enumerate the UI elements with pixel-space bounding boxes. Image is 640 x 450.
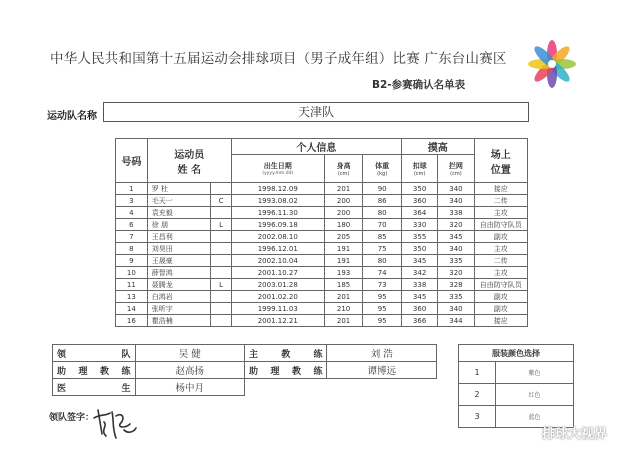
player-position: 接应 [474, 315, 527, 327]
player-name: 薛智鸿 [147, 267, 211, 279]
player-spike: 360 [401, 195, 437, 207]
player-role-mark: L [211, 279, 231, 291]
player-birth-date: 1999.11.03 [231, 303, 324, 315]
header-position-line1: 场上 [490, 149, 511, 161]
player-height: 180 [324, 219, 363, 231]
player-weight: 95 [363, 291, 402, 303]
player-birth-date: 2002.08.10 [231, 231, 324, 243]
player-spike: 360 [401, 303, 437, 315]
header-block-label: 拦网 [448, 161, 463, 170]
staff-table [52, 344, 437, 396]
header-birth [231, 155, 324, 183]
table-row [116, 279, 528, 291]
table-row [116, 255, 528, 267]
player-block: 328 [438, 279, 474, 291]
player-weight: 90 [363, 183, 402, 195]
player-spike: 342 [401, 267, 437, 279]
player-name: 白鸿岩 [147, 291, 211, 303]
player-birth-date: 2001.12.21 [231, 315, 324, 327]
player-name: 王昌利 [147, 231, 211, 243]
player-number: 9 [116, 255, 148, 267]
player-position: 接应 [474, 183, 527, 195]
player-spike: 345 [401, 255, 437, 267]
header-athlete [147, 139, 231, 183]
player-spike: 350 [401, 183, 437, 195]
player-name: 刘昊田 [147, 243, 211, 255]
assistant-coach-label: 助 理 教 练 [53, 362, 136, 379]
player-height: 193 [324, 267, 363, 279]
games-logo-icon [520, 38, 584, 104]
player-block: 338 [438, 207, 474, 219]
head-coach-label: 主 教 练 [244, 345, 327, 362]
player-height: 201 [324, 183, 363, 195]
player-height: 201 [324, 315, 363, 327]
header-spike-label: 扣球 [412, 161, 427, 170]
player-spike: 364 [401, 207, 437, 219]
player-role-mark [211, 231, 231, 243]
table-row [116, 195, 528, 207]
player-weight: 95 [363, 315, 402, 327]
player-spike: 350 [401, 243, 437, 255]
leader-label: 领 队 [53, 345, 136, 362]
header-weight-unit: (kg) [377, 170, 388, 177]
table-row [116, 303, 528, 315]
table-row [116, 267, 528, 279]
color-option-number: 2 [459, 384, 496, 406]
player-birth-date: 2003.01.28 [231, 279, 324, 291]
header-number: 号码 [116, 139, 148, 183]
leader-value: 吴 健 [135, 345, 244, 362]
player-name: 王晟豪 [147, 255, 211, 267]
player-number: 6 [116, 219, 148, 231]
player-height: 210 [324, 303, 363, 315]
player-role-mark [211, 207, 231, 219]
table-row [116, 219, 528, 231]
player-position: 主攻 [474, 207, 527, 219]
player-position: 副攻 [474, 231, 527, 243]
roster-table [115, 138, 528, 327]
color-option-value: 紫色 [496, 362, 574, 384]
header-weight-label: 体重 [375, 161, 390, 170]
player-block: 345 [438, 231, 474, 243]
player-role-mark [211, 183, 231, 195]
player-position: 二传 [474, 255, 527, 267]
player-position: 副攻 [474, 303, 527, 315]
assistant-coach-1: 赵高扬 [135, 362, 244, 379]
player-block: 340 [438, 183, 474, 195]
color-option-value: 红色 [496, 384, 574, 406]
player-role-mark [211, 243, 231, 255]
assistant-coach-label-2: 助 理 教 练 [244, 362, 327, 379]
header-birth-label: 出生日期 [263, 162, 292, 170]
player-block: 335 [438, 291, 474, 303]
player-number: 14 [116, 303, 148, 315]
player-number: 16 [116, 315, 148, 327]
player-name: 聂腾龙 [147, 279, 211, 291]
player-birth-date: 1993.08.02 [231, 195, 324, 207]
player-block: 340 [438, 195, 474, 207]
player-weight: 70 [363, 219, 402, 231]
player-spike: 338 [401, 279, 437, 291]
watermark-text: 排球大视界 [542, 427, 608, 442]
header-reach: 摸高 [401, 139, 474, 155]
player-birth-date: 1998.12.09 [231, 183, 324, 195]
player-position: 主攻 [474, 243, 527, 255]
player-role-mark [211, 315, 231, 327]
player-number: 10 [116, 267, 148, 279]
header-athlete-line2: 姓 名 [177, 164, 201, 176]
player-weight: 85 [363, 231, 402, 243]
player-weight: 73 [363, 279, 402, 291]
player-birth-date: 1996.11.30 [231, 207, 324, 219]
player-name: 徐 朋 [147, 219, 211, 231]
player-block: 320 [438, 219, 474, 231]
player-name: 张昕宇 [147, 303, 211, 315]
header-athlete-line1: 运动员 [174, 149, 205, 161]
header-position [474, 139, 527, 183]
player-block: 344 [438, 315, 474, 327]
table-row [116, 183, 528, 195]
player-height: 201 [324, 291, 363, 303]
assistant-coach-2: 谭博远 [327, 362, 437, 379]
header-block-unit: (cm) [450, 170, 462, 177]
table-row [116, 231, 528, 243]
team-name-box: 天津队 [103, 102, 529, 122]
uniform-colors-table [458, 344, 574, 428]
player-name: 罗 杜 [147, 183, 211, 195]
player-height: 200 [324, 195, 363, 207]
player-height: 205 [324, 231, 363, 243]
player-position: 自由防守队员 [474, 219, 527, 231]
player-role-mark [211, 291, 231, 303]
player-number: 3 [116, 195, 148, 207]
header-height-label: 身高 [336, 161, 351, 170]
table-row [116, 207, 528, 219]
player-birth-date: 1996.12.01 [231, 243, 324, 255]
table-row [116, 243, 528, 255]
player-height: 200 [324, 207, 363, 219]
player-spike: 330 [401, 219, 437, 231]
uniform-colors-title: 服装颜色选择 [459, 345, 574, 362]
player-block: 335 [438, 255, 474, 267]
doctor-value: 杨中月 [135, 379, 244, 396]
player-number: 8 [116, 243, 148, 255]
header-birth-format: (yyyy.mm.dd) [262, 171, 294, 176]
color-option-number: 3 [459, 406, 496, 428]
player-role-mark [211, 303, 231, 315]
player-height: 191 [324, 255, 363, 267]
table-row [116, 315, 528, 327]
leader-signature-label: 领队签字： [49, 413, 95, 423]
header-block [438, 155, 474, 183]
player-position: 副攻 [474, 291, 527, 303]
player-position: 自由防守队员 [474, 279, 527, 291]
player-role-mark: L [211, 219, 231, 231]
document-subtitle: B2-参赛确认名单表 [372, 79, 466, 91]
header-spike [401, 155, 437, 183]
document-title: 中华人民共和国第十五届运动会排球项目（男子成年组）比赛 广东台山赛区 [50, 51, 507, 67]
player-block: 320 [438, 267, 474, 279]
header-spike-unit: (cm) [413, 170, 426, 177]
staff-empty-cell [244, 379, 436, 396]
player-birth-date: 1996.09.18 [231, 219, 324, 231]
player-number: 4 [116, 207, 148, 219]
player-role-mark [211, 267, 231, 279]
header-weight [363, 155, 402, 183]
player-name: 瞿浩楠 [147, 315, 211, 327]
player-position: 主攻 [474, 267, 527, 279]
player-birth-date: 2001.02.20 [231, 291, 324, 303]
player-name: 毛天一 [147, 195, 211, 207]
player-number: 1 [116, 183, 148, 195]
player-weight: 80 [363, 255, 402, 267]
player-number: 13 [116, 291, 148, 303]
player-weight: 74 [363, 267, 402, 279]
player-block: 340 [438, 303, 474, 315]
player-position: 二传 [474, 195, 527, 207]
header-position-line2: 位置 [490, 164, 511, 176]
player-weight: 95 [363, 303, 402, 315]
player-birth-date: 2002.10.04 [231, 255, 324, 267]
player-weight: 75 [363, 243, 402, 255]
player-birth-date: 2001.10.27 [231, 267, 324, 279]
player-weight: 86 [363, 195, 402, 207]
player-role-mark [211, 255, 231, 267]
doctor-label: 医 生 [53, 379, 136, 396]
player-spike: 366 [401, 315, 437, 327]
player-name: 袁充毅 [147, 207, 211, 219]
player-block: 340 [438, 243, 474, 255]
handwritten-signature-icon [90, 404, 140, 442]
team-label: 运动队名称 [47, 111, 97, 122]
player-height: 185 [324, 279, 363, 291]
player-height: 191 [324, 243, 363, 255]
player-role-mark: C [211, 195, 231, 207]
header-height [324, 155, 363, 183]
header-personal-info: 个人信息 [231, 139, 401, 155]
color-option-number: 1 [459, 362, 496, 384]
player-number: 11 [116, 279, 148, 291]
table-row [116, 291, 528, 303]
head-coach-value: 刘 浩 [327, 345, 437, 362]
player-number: 7 [116, 231, 148, 243]
player-weight: 80 [363, 207, 402, 219]
roster-body [116, 183, 528, 327]
color-option-value: 蓝色 [496, 406, 574, 428]
header-height-unit: (cm) [337, 170, 350, 177]
player-spike: 345 [401, 291, 437, 303]
player-spike: 355 [401, 231, 437, 243]
